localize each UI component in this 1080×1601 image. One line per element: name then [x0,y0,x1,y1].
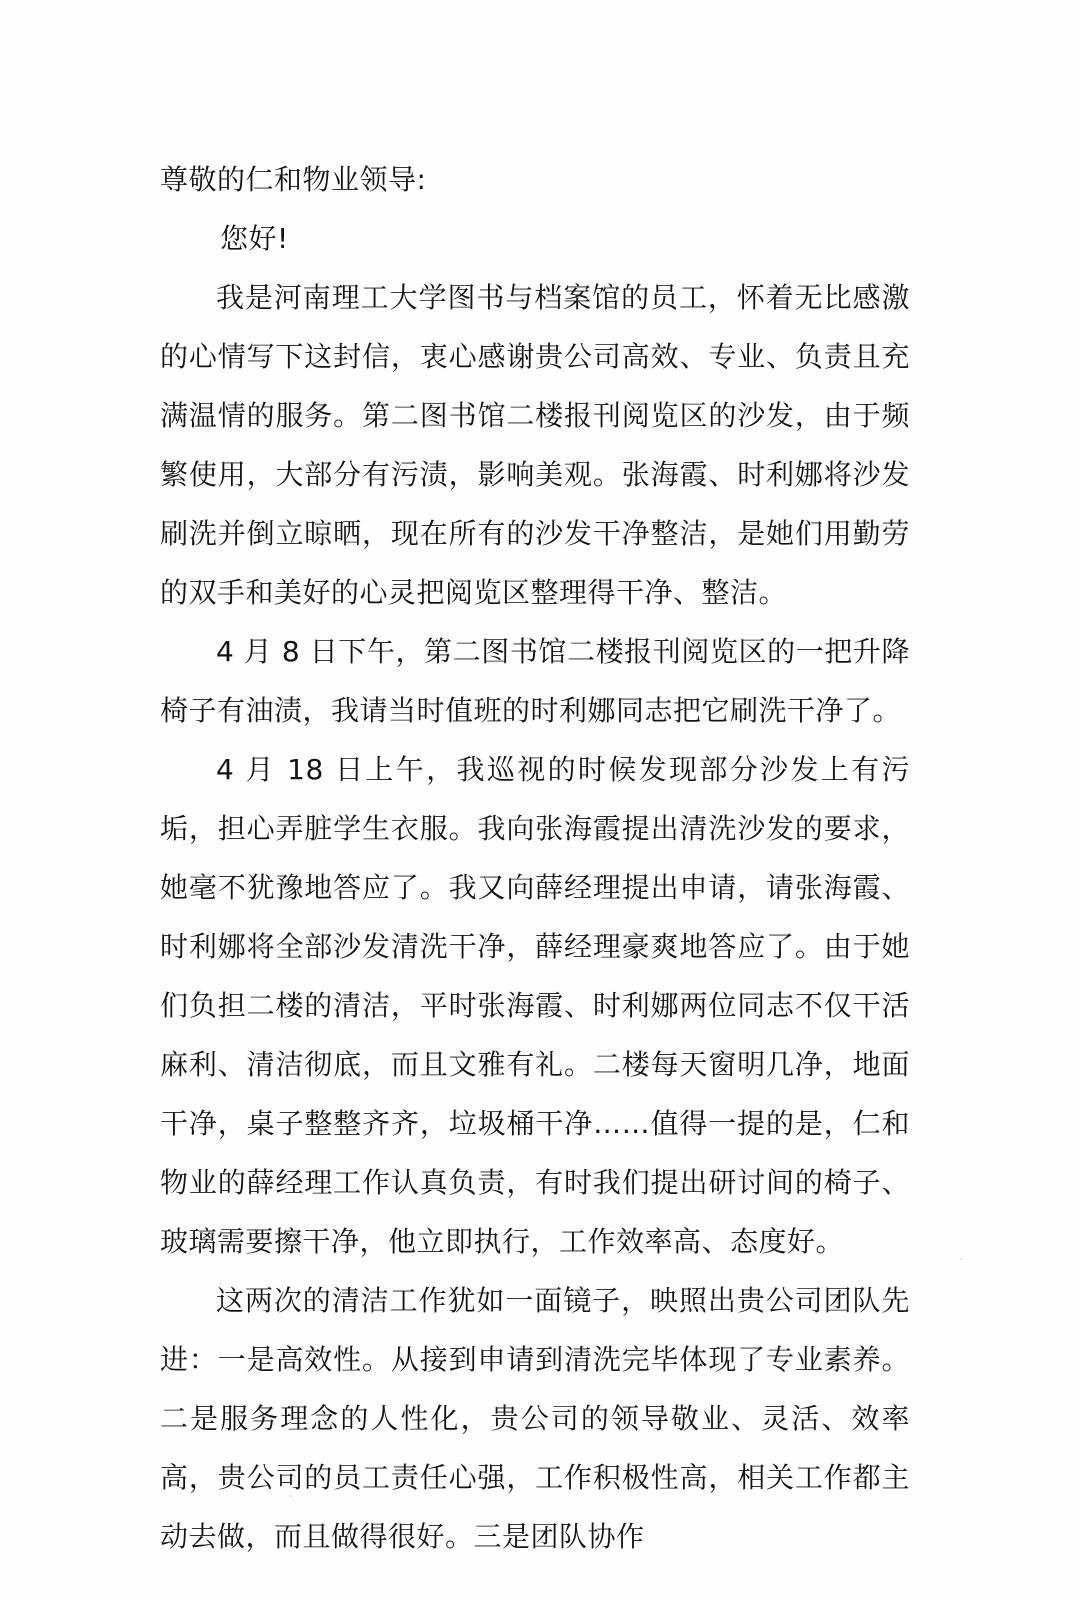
letter-paragraph-2: 4 月 8 日下午，第二图书馆二楼报刊阅览区的一把升降椅子有油渍，我请当时值班的时利娜同志把它刷洗干净了。 [160,635,910,727]
scan-speck [290,1495,292,1497]
letter-paragraph-1: 我是河南理工大学图书与档案馆的员工，怀着无比感激的心情写下这封信，衷心感谢贵公司高效、专业、负责且充满温情的服务。第二图书馆二楼报刊阅览区的沙发，由于频繁使用，大部分有污渍，影响美观。张海霞、时利娜将沙发刷洗并倒立晾晒，现在所有的沙发干净整洁，是她们用勤劳的双手和美好的心灵把阅览区整理得干净、整洁。 [160,281,910,609]
letter-paragraph-3: 4 月 18 日上午，我巡视的时候发现部分沙发上有污垢，担心弄脏学生衣服。我向张海霞提出清洗沙发的要求，她毫不犹豫地答应了。我又向薛经理提出申请，请张海霞、时利娜将全部沙发清洗干净，薛经理豪爽地答应了。由于她们负担二楼的清洁，平时张海霞、时利娜两位同志不仅干活麻利、清洁彻底，而且文雅有礼。二楼每天窗明几净，地面干净，桌子整整齐齐，垃圾桶干净……值得一提的是，仁和物业的薛经理工作认真负责，有时我们提出研讨间的椅子、玻璃需要擦干净，他立即执行，工作效率高、态度好。 [160,753,910,1258]
letter-greeting: 您好! [220,222,289,255]
letter-paragraph-4: 这两次的清洁工作犹如一面镜子，映照出贵公司团队先进：一是高效性。从接到申请到清洗完毕体现了专业素养。二是服务理念的人性化，贵公司的领导敬业、灵活、效率高，贵公司的员工责任心强，工作积极性高，相关工作都主动去做，而且做得很好。三是团队协作 [160,1284,910,1553]
letter-salutation: 尊敬的仁和物业领导: [160,163,427,196]
scan-speck [960,1258,962,1260]
letter-body [160,150,910,1566]
